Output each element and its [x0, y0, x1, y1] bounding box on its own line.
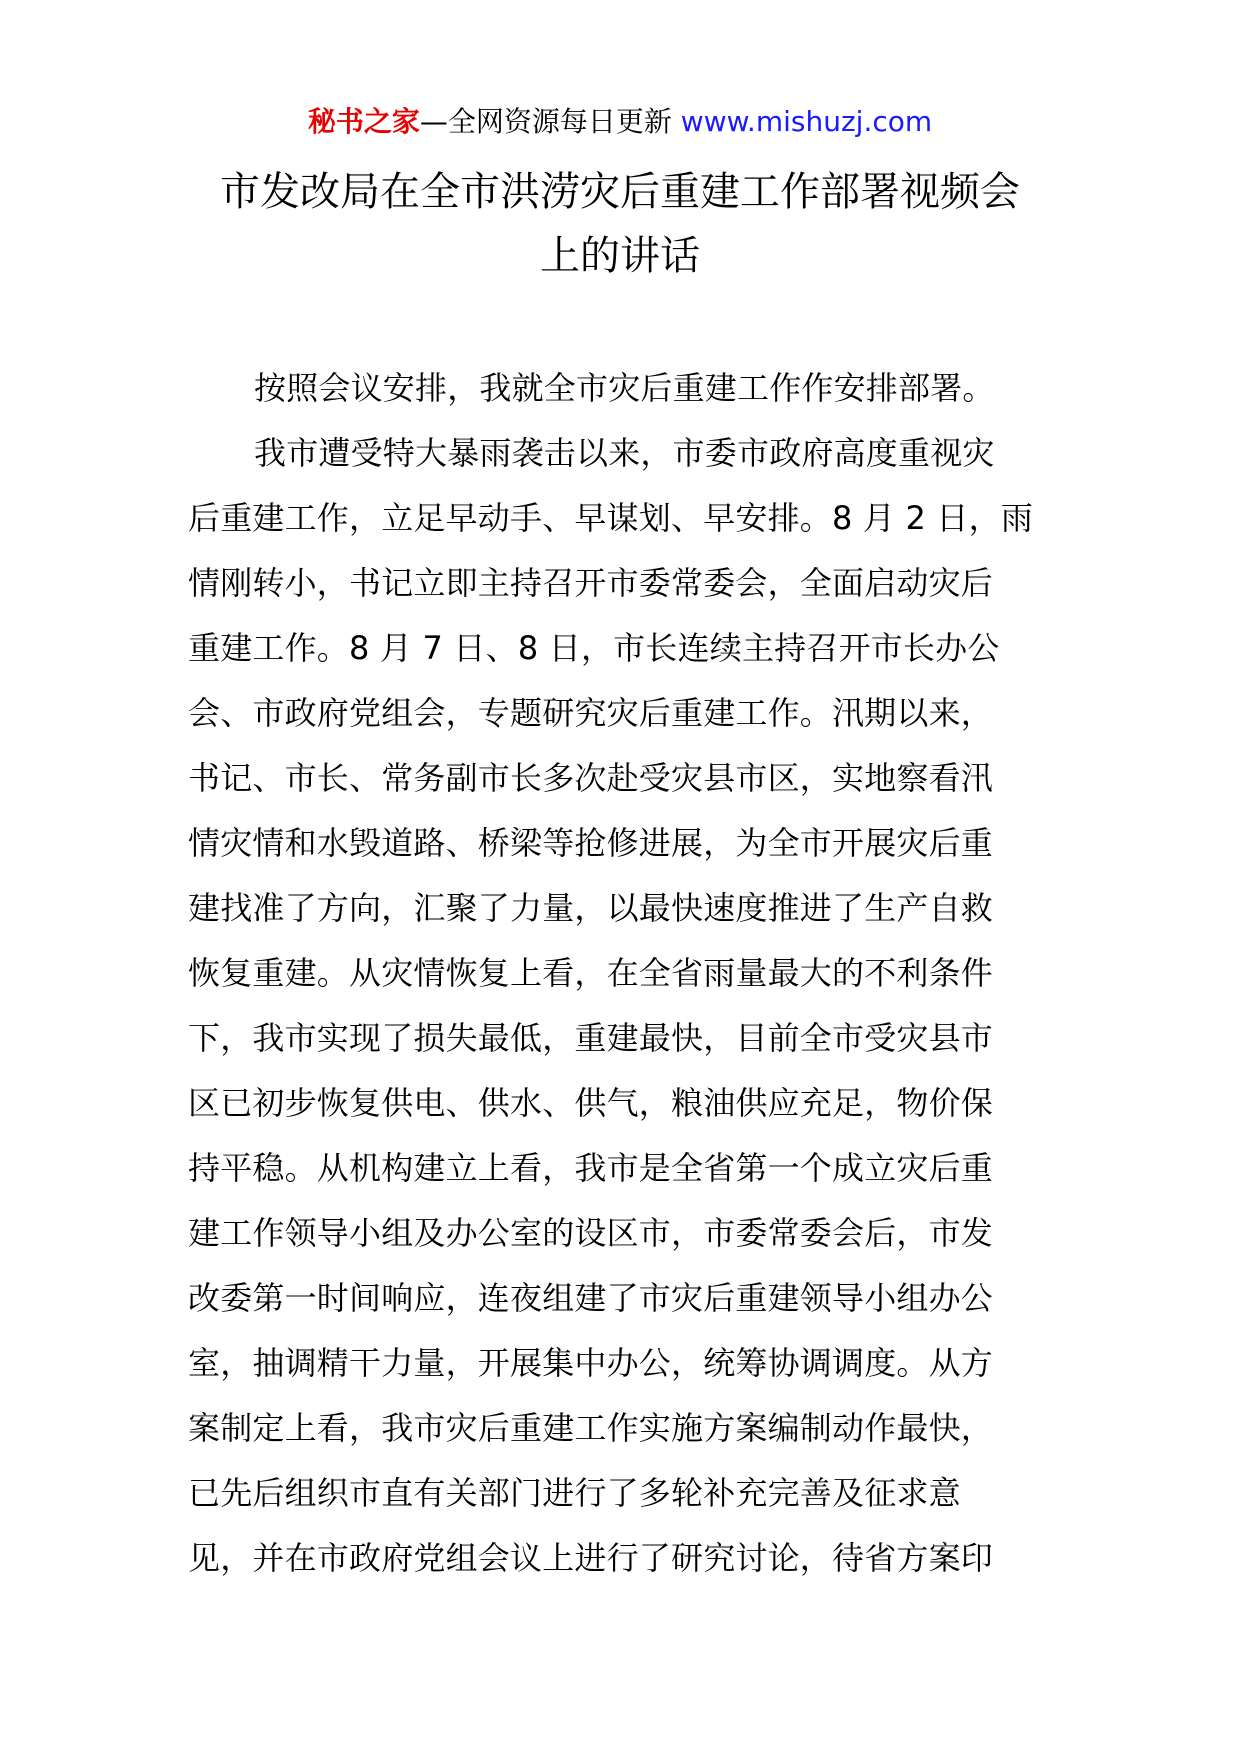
title-line: 上的讲话 — [540, 233, 700, 279]
brand-name: 秘书之家 — [307, 105, 420, 138]
paragraph-line: 重建工作。8 月 7 日、8 日，市长连续主持召开市长办公 — [188, 629, 1000, 667]
site-header — [0, 102, 1240, 142]
paragraph-line: 建工作领导小组及办公室的设区市，市委常委会后，市发 — [188, 1214, 994, 1252]
paragraph — [188, 356, 1055, 421]
paragraph-line: 情灾情和水毁道路、桥梁等抢修进展，为全市开展灾后重 — [188, 824, 994, 862]
paragraph-line: 后重建工作，立足早动手、早谋划、早安排。8 月 2 日，雨 — [188, 499, 1034, 537]
paragraph-line: 会、市政府党组会，专题研究灾后重建工作。汛期以来， — [188, 694, 994, 732]
paragraph-line: 室，抽调精干力量，开展集中办公，统筹协调调度。从方 — [188, 1344, 994, 1382]
document-title — [170, 160, 1070, 288]
site-slogan: —全网资源每日更新 — [419, 105, 672, 138]
paragraph-line: 持平稳。从机构建立上看，我市是全省第一个成立灾后重 — [188, 1149, 994, 1187]
paragraph-line: 案制定上看，我市灾后重建工作实施方案编制动作最快， — [188, 1409, 994, 1447]
paragraph-line: 恢复重建。从灾情恢复上看，在全省雨量最大的不利条件 — [188, 954, 994, 992]
paragraph-line: 我市遭受特大暴雨袭击以来，市委市政府高度重视灾 — [254, 434, 995, 472]
paragraph-line: 改委第一时间响应，连夜组建了市灾后重建领导小组办公 — [188, 1279, 994, 1317]
paragraph-line: 见，并在市政府党组会议上进行了研究讨论，待省方案印 — [188, 1539, 994, 1577]
paragraph — [188, 421, 1055, 1591]
paragraph-line: 情刚转小，书记立即主持召开市委常委会，全面启动灾后 — [188, 564, 994, 602]
title-line: 市发改局在全市洪涝灾后重建工作部署视频会 — [220, 169, 1020, 215]
paragraph-line: 已先后组织市直有关部门进行了多轮补充完善及征求意 — [188, 1474, 961, 1512]
paragraph-line: 书记、市长、常务副市长多次赴受灾县市区，实地察看汛 — [188, 759, 994, 797]
paragraph-line: 下，我市实现了损失最低，重建最快，目前全市受灾县市 — [188, 1019, 994, 1057]
document-body — [188, 356, 1055, 1591]
paragraph-line: 区已初步恢复供电、供水、供气，粮油供应充足，物价保 — [188, 1084, 994, 1122]
site-url-link[interactable]: www.mishuzj.com — [680, 105, 933, 138]
paragraph-line: 按照会议安排，我就全市灾后重建工作作安排部署。 — [254, 369, 995, 407]
paragraph-line: 建找准了方向，汇聚了力量，以最快速度推进了生产自救 — [188, 889, 994, 927]
